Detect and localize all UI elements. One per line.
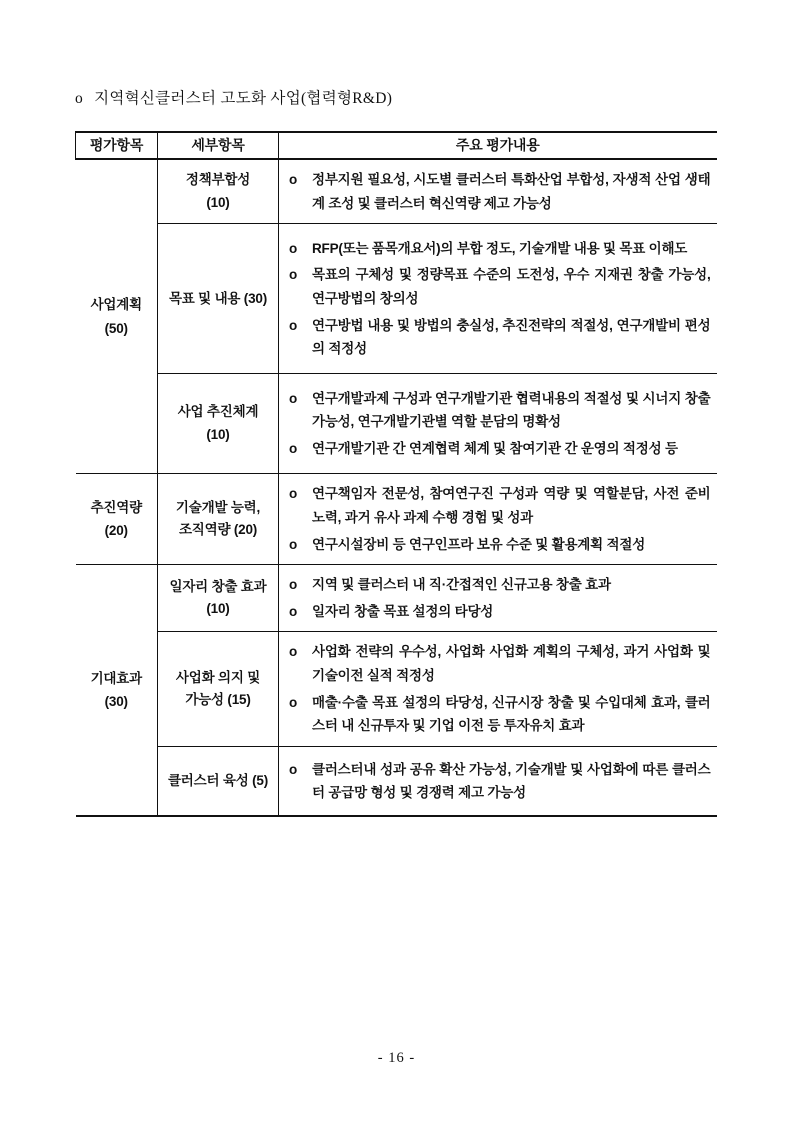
bullet-item: [289, 314, 711, 361]
bullet-text: 연구개발과제 구성과 연구개발기관 협력내용의 적절성 및 시너지 창출 가능성, 연구개발기관별 역할 분담의 명확성: [312, 390, 711, 430]
content-cell: [279, 159, 717, 224]
bullet-item: [289, 640, 711, 687]
group-label: 기대효과: [90, 670, 142, 686]
bullet-text: 매출·수출 목표 설정의 타당성, 신규시장 창출 및 수입대체 효과, 클러스터 내 신규투자 및 기업 이전 등 투자유치 효과: [312, 694, 711, 734]
content-cell: [279, 224, 717, 374]
group-cell-capability: [76, 474, 158, 565]
bullet-item: [289, 437, 711, 461]
bullet-marker: o: [289, 644, 298, 660]
bullet-text: 연구방법 내용 및 방법의 충실성, 추진전략의 적절성, 연구개발비 편성의 적정성: [312, 317, 711, 357]
bullet-text: 클러스터내 성과 공유 확산 가능성, 기술개발 및 사업화에 따른 클러스터 공급망 형성 및 경쟁력 제고 가능성: [312, 761, 711, 801]
bullet-text: 연구개발기관 간 연계협력 체계 및 참여기관 간 운영의 적정성 등: [312, 441, 678, 457]
table-row: [76, 565, 717, 632]
table-row: [76, 159, 717, 224]
bullet-item: [289, 758, 711, 805]
bullet-item: [289, 533, 711, 557]
table-row: [76, 746, 717, 816]
content-cell: [279, 632, 717, 747]
subitem-cell-cluster-development: [158, 746, 279, 816]
table-row: [76, 474, 717, 565]
content-cell: [279, 374, 717, 474]
bullet-marker: o: [289, 390, 298, 406]
bullet-marker: o: [289, 536, 298, 552]
subitem-label: 클러스터 육성 (5): [167, 772, 269, 788]
bullet-marker: o: [289, 603, 298, 619]
bullet-item: [289, 387, 711, 434]
content-cell: [279, 565, 717, 632]
group-label: 추진역량: [90, 499, 142, 515]
table-header-row: [76, 132, 717, 159]
group-cell-business-plan: [76, 159, 158, 474]
group-score: (20): [104, 523, 128, 539]
subitem-label: 목표 및 내용 (30): [168, 290, 268, 306]
bullet-marker: o: [289, 577, 298, 593]
bullet-marker: o: [289, 317, 298, 333]
subitem-cell-policy-fit: [158, 159, 279, 224]
subitem-label: 일자리 창출 효과: [169, 578, 267, 594]
bullet-text: 지역 및 클러스터 내 직·간접적인 신규고용 창출 효과: [312, 577, 611, 593]
bullet-item: [289, 482, 711, 529]
col-header-eval-item: 평가항목: [76, 132, 158, 159]
content-cell: [279, 746, 717, 816]
bullet-item: [289, 168, 711, 215]
subitem-label: 가능성 (15): [185, 692, 251, 708]
subitem-score: (10): [206, 426, 230, 442]
bullet-marker: o: [289, 486, 298, 502]
group-cell-expected-effect: [76, 565, 158, 817]
bullet-item: [289, 237, 711, 261]
title-text: 지역혁신클러스터 고도화 사업(협력형R&D): [94, 90, 393, 107]
bullet-text: 정부지원 필요성, 시도별 클러스터 특화산업 부합성, 자생적 산업 생태계 조성 및 클러스터 혁신역량 제고 가능성: [312, 172, 711, 211]
bullet-marker: o: [289, 441, 298, 457]
subitem-score: (10): [206, 194, 230, 210]
subitem-label: 기술개발 능력,: [175, 499, 261, 515]
subitem-cell-commercialization: [158, 632, 279, 747]
evaluation-criteria-table: [75, 131, 717, 817]
col-header-sub-item: 세부항목: [158, 132, 279, 159]
section-title: [75, 86, 392, 108]
bullet-marker: o: [289, 761, 298, 777]
content-cell: [279, 474, 717, 565]
group-label: 사업계획: [90, 297, 142, 312]
bullet-marker: o: [289, 240, 298, 256]
table-row: [76, 224, 717, 374]
subitem-label: 정책부합성: [185, 172, 251, 188]
subitem-cell-tech-capability: [158, 474, 279, 565]
bullet-text: 연구시설장비 등 연구인프라 보유 수준 및 활용계획 적절성: [312, 536, 646, 552]
subitem-cell-goal-content: [158, 224, 279, 374]
col-header-main-content: 주요 평가내용: [279, 132, 717, 159]
subitem-cell-job-creation: [158, 565, 279, 632]
bullet-marker: o: [289, 172, 298, 187]
bullet-text: 연구책임자 전문성, 참여연구진 구성과 역량 및 역할분담, 사전 준비 노력, 과거 유사 과제 수행 경험 및 성과: [312, 486, 711, 525]
page-number: - 16 -: [377, 1050, 416, 1066]
subitem-score: (10): [206, 601, 230, 617]
table-row: [76, 632, 717, 747]
bullet-text: 사업화 전략의 우수성, 사업화 사업화 계획의 구체성, 과거 사업화 및 기술이전 실적 적정성: [312, 644, 711, 683]
bullet-text: 목표의 구체성 및 정량목표 수준의 도전성, 우수 지재권 창출 가능성, 연구방법의 창의성: [312, 267, 711, 306]
subitem-label: 사업화 의지 및: [175, 669, 261, 685]
bullet-item: [289, 573, 711, 597]
bullet-marker: o: [289, 267, 298, 283]
subitem-cell-promotion-system: [158, 374, 279, 474]
subitem-label: 조직역량 (20): [178, 522, 258, 538]
group-score: (50): [104, 320, 128, 336]
bullet-item: [289, 600, 711, 624]
bullet-item: [289, 691, 711, 738]
title-bullet: o: [75, 90, 84, 107]
group-score: (30): [104, 694, 128, 710]
bullet-item: [289, 263, 711, 310]
subitem-label: 사업 추진체계: [177, 404, 259, 420]
bullet-marker: o: [289, 694, 298, 710]
bullet-text: 일자리 창출 목표 설정의 타당성: [312, 603, 494, 619]
table-row: [76, 374, 717, 474]
bullet-text: RFP(또는 품목개요서)의 부합 정도, 기술개발 내용 및 목표 이해도: [312, 240, 688, 256]
